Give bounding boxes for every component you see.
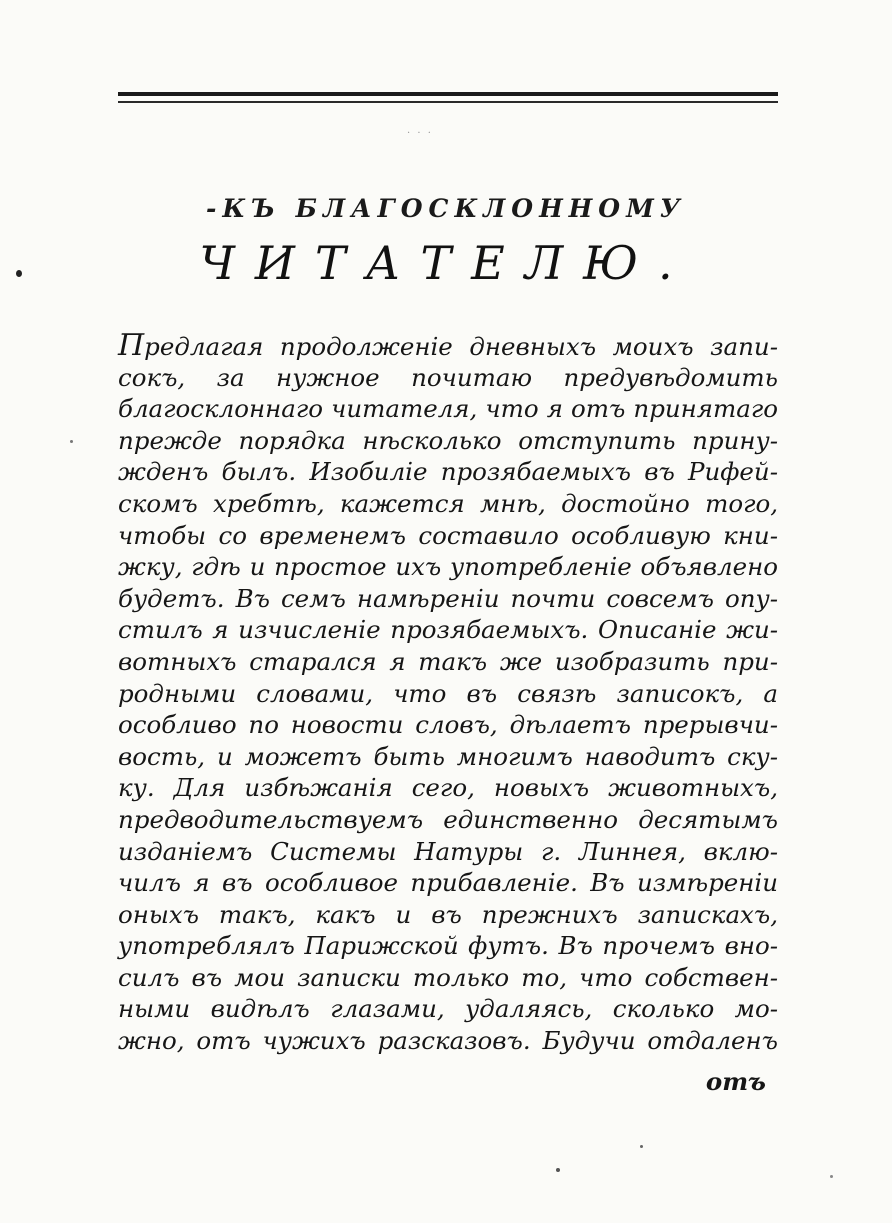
text-line: Предлагая продолженіе дневныхъ моихъ запи- — [118, 328, 778, 363]
text-line: сокъ, за нужное почитаю предувѣдомить — [118, 362, 778, 392]
ink-speck — [16, 270, 22, 277]
header-rule-thin — [118, 101, 778, 103]
text-line: предводительствуемъ единственно десятымъ — [118, 804, 778, 834]
ornament-dots: · · · — [407, 128, 433, 139]
text-line: ку. Для избѣжанія сего, новыхъ животныхъ, — [118, 773, 778, 803]
text-line: чтобы со временемъ составило особливую кни- — [118, 520, 778, 550]
text-line: вость, и можетъ быть многимъ наводитъ ску- — [118, 741, 778, 771]
text-line: жно, отъ чужихъ разсказовъ. Будучи отдаленъ — [118, 1026, 778, 1056]
ink-speck — [830, 1175, 833, 1178]
ink-speck — [70, 440, 73, 443]
ink-speck — [640, 1145, 643, 1148]
header-rule-thick — [118, 92, 778, 96]
text-line: скомъ хребтѣ, кажется мнѣ, достойно того, — [118, 488, 778, 518]
text-line: особливо по новости словъ, дѣлаетъ прерывчи- — [118, 710, 778, 740]
text-line: жденъ былъ. Изобиліе прозябаемыхъ въ Рифей- — [118, 457, 778, 487]
text-line: чилъ я въ особливое прибавленіе. Въ измѣреніи — [118, 868, 778, 898]
heading-reader: ЧИТАТЕЛЮ. — [199, 236, 693, 290]
text-line: прежде порядка нѣсколько отступить прину- — [118, 425, 778, 455]
text-line: стилъ я изчисленіе прозябаемыхъ. Описаніе жи- — [118, 615, 778, 645]
catchword: отъ — [705, 1067, 766, 1096]
text-line: родными словами, что въ связѣ записокъ, а — [118, 678, 778, 708]
text-line: употреблялъ Парижской футъ. Въ прочемъ вно- — [118, 931, 778, 961]
text-line: благосклоннаго читателя, что я отъ принятаго — [118, 394, 778, 424]
text-line: будетъ. Въ семъ намѣреніи почти совсемъ опу- — [118, 583, 778, 613]
text-line: силъ въ мои записки только то, что собствен- — [118, 962, 778, 992]
body-text — [118, 330, 778, 1057]
text-line: изданіемъ Системы Натуры г. Линнея, вклю- — [118, 836, 778, 866]
text-line: жку, гдѣ и простое ихъ употребленіе объявлено — [118, 552, 778, 582]
ink-speck — [556, 1168, 560, 1172]
heading-dedication: -КЪ БЛАГОСКЛОННОМУ — [205, 194, 687, 223]
text-line: вотныхъ старался я такъ же изобразить при- — [118, 646, 778, 676]
text-line: оныхъ такъ, какъ и въ прежнихъ запискахъ, — [118, 899, 778, 929]
text-line: ными видѣлъ глазами, удаляясь, сколько мо- — [118, 994, 778, 1024]
